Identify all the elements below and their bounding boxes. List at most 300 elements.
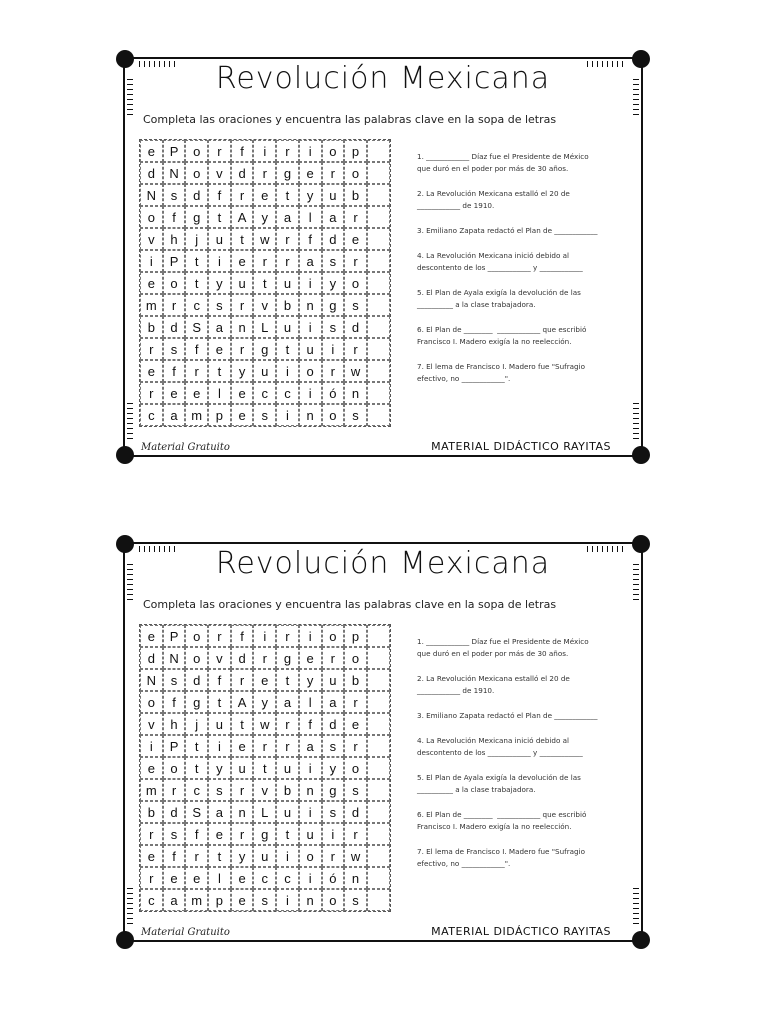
grid-cell	[367, 206, 390, 228]
corner-decoration	[116, 931, 134, 949]
grid-cell: i	[276, 889, 299, 911]
grid-cell: s	[208, 294, 231, 316]
grid-cell: i	[299, 272, 322, 294]
grid-cell: f	[208, 184, 231, 206]
grid-cell	[367, 845, 390, 867]
grid-cell: r	[253, 735, 276, 757]
grid-cell	[367, 360, 390, 382]
grid-cell: d	[322, 713, 345, 735]
grid-cell: o	[344, 647, 367, 669]
grid-cell: w	[344, 845, 367, 867]
grid-cell: o	[299, 360, 322, 382]
grid-cell: e	[208, 338, 231, 360]
grid-cell: a	[322, 206, 345, 228]
grid-cell: d	[344, 316, 367, 338]
grid-cell: i	[253, 140, 276, 162]
grid-cell: v	[253, 779, 276, 801]
grid-cell: t	[231, 228, 254, 250]
grid-cell: r	[322, 162, 345, 184]
grid-cell: A	[231, 691, 254, 713]
grid-cell: c	[276, 867, 299, 889]
grid-cell: e	[231, 735, 254, 757]
grid-cell: a	[163, 404, 186, 426]
grid-cell: i	[322, 823, 345, 845]
grid-cell: o	[185, 162, 208, 184]
grid-cell: e	[299, 162, 322, 184]
grid-cell: i	[276, 360, 299, 382]
grid-cell: c	[253, 382, 276, 404]
border-ticks	[633, 399, 639, 439]
grid-cell: s	[208, 779, 231, 801]
grid-cell: r	[185, 360, 208, 382]
grid-cell: d	[163, 801, 186, 823]
grid-cell: i	[299, 625, 322, 647]
grid-cell: u	[208, 228, 231, 250]
grid-cell: t	[276, 669, 299, 691]
grid-cell: e	[231, 867, 254, 889]
grid-cell: y	[231, 360, 254, 382]
grid-cell: l	[208, 382, 231, 404]
word-search-grid	[139, 624, 391, 912]
grid-cell: o	[322, 140, 345, 162]
grid-cell: y	[299, 184, 322, 206]
grid-cell: w	[253, 228, 276, 250]
grid-cell: d	[185, 669, 208, 691]
sentence-4: 4. La Revolución Mexicana inició debido al descontento de los ____________ y ____________	[417, 736, 583, 757]
grid-cell: i	[299, 382, 322, 404]
grid-cell: g	[322, 779, 345, 801]
grid-cell: l	[208, 867, 231, 889]
grid-cell: a	[208, 801, 231, 823]
grid-cell: r	[231, 779, 254, 801]
grid-cell: o	[322, 889, 345, 911]
grid-cell: d	[322, 228, 345, 250]
grid-cell: s	[344, 889, 367, 911]
grid-cell: e	[140, 625, 163, 647]
grid-cell: r	[140, 338, 163, 360]
grid-cell: r	[231, 338, 254, 360]
grid-cell: P	[163, 140, 186, 162]
grid-cell: f	[163, 360, 186, 382]
grid-cell: o	[344, 757, 367, 779]
grid-cell: d	[163, 316, 186, 338]
grid-cell: N	[163, 162, 186, 184]
grid-cell: u	[208, 713, 231, 735]
grid-cell: s	[163, 669, 186, 691]
grid-cell: p	[344, 140, 367, 162]
grid-cell: b	[140, 316, 163, 338]
grid-cell: t	[208, 845, 231, 867]
grid-cell: r	[276, 735, 299, 757]
grid-cell: e	[140, 272, 163, 294]
grid-cell: c	[140, 889, 163, 911]
grid-cell: s	[322, 250, 345, 272]
grid-cell: u	[276, 801, 299, 823]
grid-cell: P	[163, 250, 186, 272]
grid-cell: u	[322, 669, 345, 691]
grid-cell: i	[140, 250, 163, 272]
grid-cell: o	[322, 625, 345, 647]
grid-cell: v	[208, 647, 231, 669]
grid-cell: u	[276, 316, 299, 338]
grid-cell: f	[299, 713, 322, 735]
sentence-2: 2. La Revolución Mexicana estalló el 20 de ____________ de 1910.	[417, 674, 570, 695]
grid-cell: u	[276, 757, 299, 779]
grid-cell: l	[299, 691, 322, 713]
grid-cell: a	[276, 206, 299, 228]
grid-cell: r	[344, 250, 367, 272]
grid-cell: e	[185, 382, 208, 404]
grid-cell: r	[276, 713, 299, 735]
worksheet-subtitle: Completa las oraciones y encuentra las palabras clave en la sopa de letras	[143, 113, 557, 126]
grid-cell: L	[253, 801, 276, 823]
grid-cell: b	[276, 779, 299, 801]
grid-cell	[367, 801, 390, 823]
grid-cell: a	[299, 250, 322, 272]
grid-cell: m	[140, 779, 163, 801]
grid-cell: v	[140, 713, 163, 735]
grid-cell: t	[208, 206, 231, 228]
grid-cell: o	[299, 845, 322, 867]
grid-cell: i	[208, 250, 231, 272]
grid-cell: r	[344, 206, 367, 228]
grid-cell: t	[185, 735, 208, 757]
grid-cell: v	[140, 228, 163, 250]
grid-cell: r	[163, 294, 186, 316]
grid-cell: e	[231, 382, 254, 404]
border-ticks	[127, 884, 133, 924]
grid-cell: i	[299, 867, 322, 889]
grid-cell: y	[322, 757, 345, 779]
grid-cell: g	[185, 206, 208, 228]
grid-cell: u	[253, 845, 276, 867]
grid-cell: g	[276, 647, 299, 669]
grid-cell: n	[231, 316, 254, 338]
grid-cell	[367, 316, 390, 338]
grid-cell: e	[140, 757, 163, 779]
worksheet-card-top	[123, 57, 643, 457]
grid-cell: r	[322, 845, 345, 867]
grid-cell: f	[163, 206, 186, 228]
worksheet-subtitle: Completa las oraciones y encuentra las palabras clave en la sopa de letras	[143, 598, 557, 611]
grid-cell: p	[344, 625, 367, 647]
grid-cell: r	[322, 360, 345, 382]
grid-cell: e	[299, 647, 322, 669]
grid-cell	[367, 140, 390, 162]
grid-cell: u	[299, 338, 322, 360]
grid-cell: y	[253, 691, 276, 713]
sentence-list	[417, 151, 631, 398]
grid-cell: i	[140, 735, 163, 757]
grid-cell: f	[185, 823, 208, 845]
sentence-1: 1. ____________ Díaz fue el Presidente de México que duró en el poder por más de 30 años.	[417, 152, 589, 173]
grid-cell: e	[208, 823, 231, 845]
grid-cell: n	[299, 404, 322, 426]
grid-cell: a	[299, 735, 322, 757]
sentence-7: 7. El lema de Francisco I. Madero fue "Sufragio efectivo, no ____________".	[417, 847, 586, 868]
grid-cell: b	[344, 669, 367, 691]
grid-cell: r	[253, 250, 276, 272]
grid-cell: s	[322, 316, 345, 338]
grid-cell: w	[344, 360, 367, 382]
grid-cell: ó	[322, 382, 345, 404]
grid-cell: s	[344, 404, 367, 426]
grid-cell: t	[185, 757, 208, 779]
grid-cell: r	[231, 669, 254, 691]
grid-cell: g	[253, 823, 276, 845]
grid-cell: d	[231, 162, 254, 184]
grid-cell: t	[276, 338, 299, 360]
grid-cell: s	[163, 338, 186, 360]
grid-cell: o	[185, 625, 208, 647]
sentence-5: 5. El Plan de Ayala exigía la devolución de las __________ a la clase trabajadora.	[417, 773, 581, 794]
grid-cell: t	[253, 757, 276, 779]
footer-material-gratuito: Material Gratuito	[141, 442, 230, 453]
grid-cell: f	[231, 140, 254, 162]
grid-cell: o	[140, 206, 163, 228]
grid-cell: t	[276, 823, 299, 845]
grid-cell: t	[231, 713, 254, 735]
grid-cell: o	[185, 140, 208, 162]
grid-cell: s	[163, 823, 186, 845]
grid-cell: N	[140, 184, 163, 206]
sentence-1: 1. ____________ Díaz fue el Presidente de México que duró en el poder por más de 30 años.	[417, 637, 589, 658]
grid-cell: f	[208, 669, 231, 691]
grid-cell: j	[185, 228, 208, 250]
grid-cell: f	[299, 228, 322, 250]
grid-cell: n	[344, 382, 367, 404]
grid-cell: o	[344, 272, 367, 294]
grid-cell: u	[253, 360, 276, 382]
sentence-4: 4. La Revolución Mexicana inició debido al descontento de los ____________ y ____________	[417, 251, 583, 272]
grid-cell	[367, 625, 390, 647]
grid-cell: e	[185, 867, 208, 889]
grid-cell	[367, 823, 390, 845]
grid-cell: e	[344, 713, 367, 735]
grid-cell	[367, 250, 390, 272]
grid-cell: f	[185, 338, 208, 360]
grid-cell: o	[322, 404, 345, 426]
grid-cell: s	[344, 779, 367, 801]
worksheet-title: Revolución Mexicana	[215, 546, 551, 581]
grid-cell: d	[344, 801, 367, 823]
grid-cell: L	[253, 316, 276, 338]
grid-cell: n	[299, 779, 322, 801]
grid-cell: f	[231, 625, 254, 647]
grid-cell: e	[231, 404, 254, 426]
grid-cell: t	[208, 691, 231, 713]
grid-cell: d	[140, 647, 163, 669]
grid-cell: N	[163, 647, 186, 669]
grid-cell: y	[322, 272, 345, 294]
grid-cell	[367, 228, 390, 250]
grid-cell: ó	[322, 867, 345, 889]
grid-cell: r	[344, 823, 367, 845]
grid-cell: e	[344, 228, 367, 250]
grid-cell: m	[140, 294, 163, 316]
grid-cell: r	[276, 250, 299, 272]
grid-cell: i	[299, 801, 322, 823]
grid-cell: i	[322, 338, 345, 360]
sentence-6: 6. El Plan de ________ ____________ que escribió Francisco I. Madero exigía la no reelección.	[417, 325, 587, 346]
grid-cell: P	[163, 735, 186, 757]
sentence-5: 5. El Plan de Ayala exigía la devolución de las __________ a la clase trabajadora.	[417, 288, 581, 309]
grid-cell: o	[163, 272, 186, 294]
grid-cell: o	[163, 757, 186, 779]
grid-cell	[367, 867, 390, 889]
grid-cell	[367, 338, 390, 360]
grid-cell: d	[140, 162, 163, 184]
grid-cell: P	[163, 625, 186, 647]
grid-cell: l	[299, 206, 322, 228]
grid-cell: p	[208, 404, 231, 426]
grid-cell: e	[231, 250, 254, 272]
grid-cell: r	[140, 382, 163, 404]
grid-cell: y	[299, 669, 322, 691]
grid-cell: r	[276, 140, 299, 162]
grid-cell: r	[276, 625, 299, 647]
grid-cell: u	[231, 757, 254, 779]
grid-cell: r	[253, 647, 276, 669]
corner-decoration	[632, 931, 650, 949]
grid-cell	[367, 272, 390, 294]
worksheet-title: Revolución Mexicana	[215, 61, 551, 96]
grid-cell: n	[299, 889, 322, 911]
grid-cell: i	[299, 757, 322, 779]
grid-cell	[367, 669, 390, 691]
grid-cell: r	[322, 647, 345, 669]
grid-cell: t	[185, 250, 208, 272]
grid-cell: u	[231, 272, 254, 294]
grid-cell: g	[276, 162, 299, 184]
grid-cell: b	[140, 801, 163, 823]
grid-cell: r	[163, 779, 186, 801]
grid-cell: o	[140, 691, 163, 713]
grid-cell: e	[163, 382, 186, 404]
grid-cell: r	[208, 140, 231, 162]
sentence-list	[417, 636, 631, 883]
grid-cell: S	[185, 316, 208, 338]
worksheet-card-bottom	[123, 542, 643, 942]
grid-cell: b	[276, 294, 299, 316]
grid-cell	[367, 162, 390, 184]
grid-cell: a	[276, 691, 299, 713]
grid-cell: i	[276, 404, 299, 426]
grid-cell: r	[231, 184, 254, 206]
grid-cell: e	[163, 867, 186, 889]
grid-cell: r	[140, 823, 163, 845]
grid-cell: S	[185, 801, 208, 823]
grid-cell	[367, 691, 390, 713]
grid-cell: c	[140, 404, 163, 426]
grid-cell: o	[344, 162, 367, 184]
footer-material-gratuito: Material Gratuito	[141, 927, 230, 938]
grid-cell: r	[344, 691, 367, 713]
grid-cell: e	[140, 360, 163, 382]
grid-cell: h	[163, 713, 186, 735]
grid-cell: g	[253, 338, 276, 360]
grid-cell: n	[231, 801, 254, 823]
grid-cell	[367, 382, 390, 404]
grid-cell: r	[208, 625, 231, 647]
sentence-2: 2. La Revolución Mexicana estalló el 20 de ____________ de 1910.	[417, 189, 570, 210]
grid-cell: j	[185, 713, 208, 735]
grid-cell: i	[299, 316, 322, 338]
footer-brand: MATERIAL DIDÁCTICO RAYITAS	[431, 925, 611, 938]
corner-decoration	[116, 446, 134, 464]
grid-cell: v	[253, 294, 276, 316]
grid-cell: e	[140, 845, 163, 867]
grid-cell: f	[163, 845, 186, 867]
grid-cell: a	[208, 316, 231, 338]
grid-cell: b	[344, 184, 367, 206]
grid-cell: a	[163, 889, 186, 911]
grid-cell: y	[208, 757, 231, 779]
grid-cell: u	[322, 184, 345, 206]
sentence-3: 3. Emiliano Zapata redactó el Plan de ____________	[417, 711, 598, 720]
grid-cell	[367, 713, 390, 735]
grid-cell: n	[299, 294, 322, 316]
grid-cell	[367, 294, 390, 316]
grid-cell	[367, 647, 390, 669]
grid-cell	[367, 889, 390, 911]
grid-cell: y	[253, 206, 276, 228]
grid-cell	[367, 184, 390, 206]
grid-cell: y	[208, 272, 231, 294]
grid-cell: y	[231, 845, 254, 867]
border-ticks	[127, 399, 133, 439]
grid-cell: m	[185, 889, 208, 911]
grid-cell: N	[140, 669, 163, 691]
grid-cell: c	[185, 294, 208, 316]
grid-cell: i	[299, 140, 322, 162]
grid-cell: g	[185, 691, 208, 713]
sentence-7: 7. El lema de Francisco I. Madero fue "Sufragio efectivo, no ____________".	[417, 362, 586, 383]
grid-cell: i	[276, 845, 299, 867]
grid-cell: h	[163, 228, 186, 250]
grid-cell: m	[185, 404, 208, 426]
grid-cell: t	[276, 184, 299, 206]
grid-cell: p	[208, 889, 231, 911]
grid-cell: r	[185, 845, 208, 867]
grid-cell: s	[253, 889, 276, 911]
grid-cell: r	[344, 338, 367, 360]
grid-cell: t	[185, 272, 208, 294]
grid-cell: s	[253, 404, 276, 426]
grid-cell: u	[276, 272, 299, 294]
grid-cell: c	[253, 867, 276, 889]
sentence-6: 6. El Plan de ________ ____________ que escribió Francisco I. Madero exigía la no reelección.	[417, 810, 587, 831]
footer-brand: MATERIAL DIDÁCTICO RAYITAS	[431, 440, 611, 453]
grid-cell: r	[231, 294, 254, 316]
grid-cell: a	[322, 691, 345, 713]
corner-decoration	[632, 446, 650, 464]
grid-cell: c	[185, 779, 208, 801]
grid-cell: o	[185, 647, 208, 669]
word-search-grid	[139, 139, 391, 427]
grid-cell: t	[253, 272, 276, 294]
grid-cell: i	[253, 625, 276, 647]
grid-cell: r	[344, 735, 367, 757]
grid-cell: w	[253, 713, 276, 735]
grid-cell: s	[322, 735, 345, 757]
grid-cell	[367, 404, 390, 426]
grid-cell: d	[185, 184, 208, 206]
grid-cell: e	[253, 184, 276, 206]
border-ticks	[633, 884, 639, 924]
grid-cell: r	[276, 228, 299, 250]
grid-cell: e	[253, 669, 276, 691]
